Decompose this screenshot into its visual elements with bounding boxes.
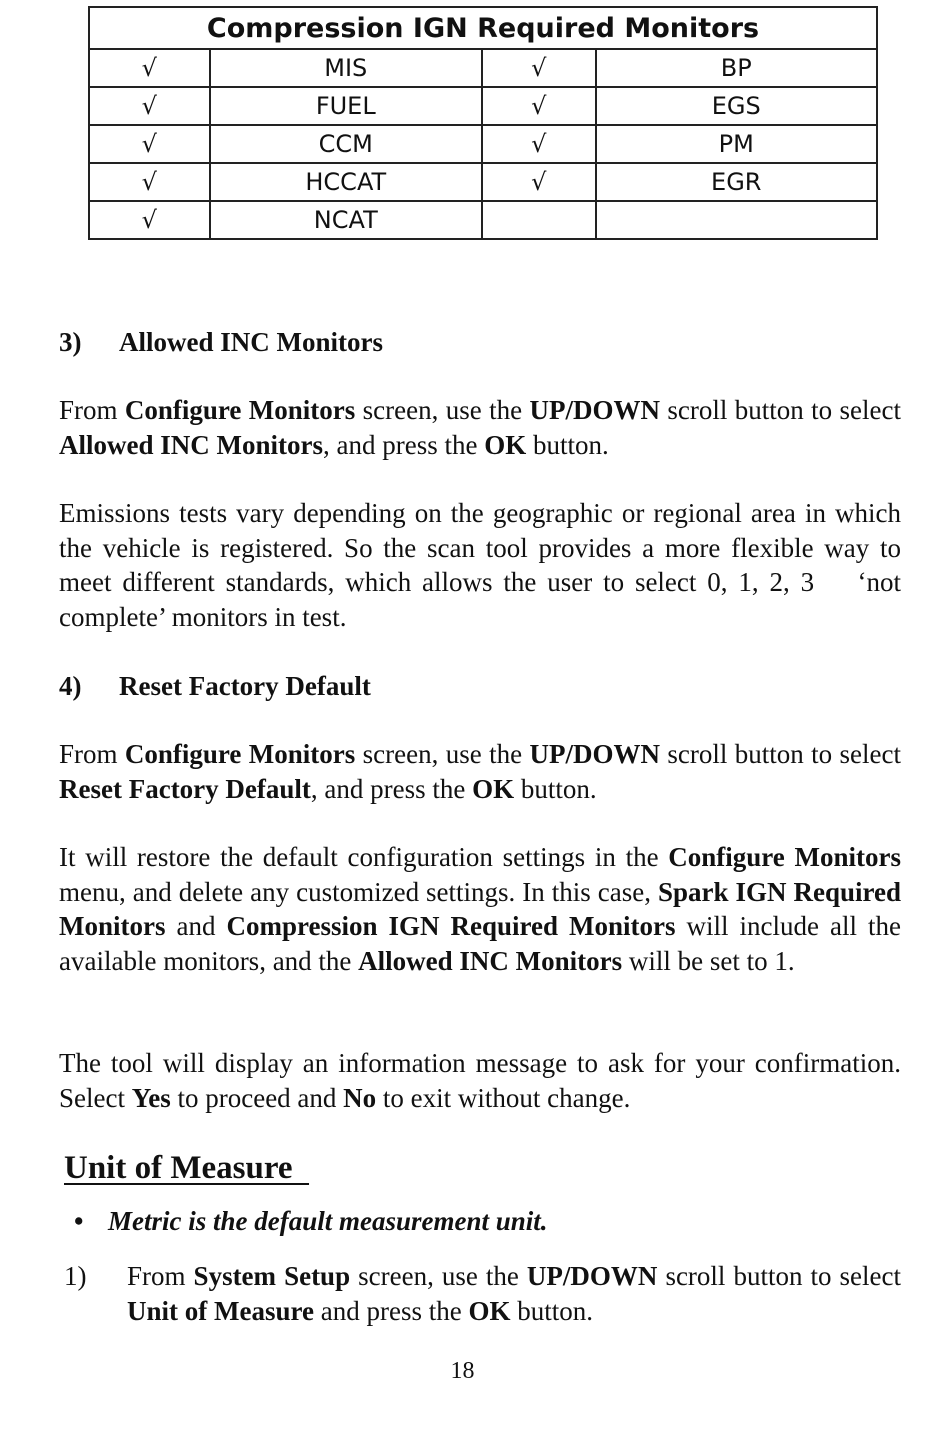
bold-text: System Setup: [193, 1261, 351, 1291]
table-title-row: [89, 7, 877, 49]
table-row: [89, 163, 877, 201]
text-run: , and press the: [310, 773, 473, 804]
bullet-text: Metric is the default measurement unit.: [108, 1206, 548, 1236]
monitor-name: [596, 201, 877, 239]
monitor-name: MIS: [210, 49, 482, 87]
bold-text: OK: [484, 429, 527, 460]
text-run: and press the: [313, 1295, 469, 1326]
bold-text: Spark IGN Required Monitors: [59, 876, 901, 941]
section-4-heading: [59, 669, 901, 704]
text-run: button.: [514, 773, 597, 804]
table-title: Compression IGN Required Monitors: [89, 7, 877, 49]
unit-of-measure-title: Unit of Measure: [64, 1150, 310, 1186]
bold-text: Allowed INC Monitors: [358, 945, 623, 976]
step-item: [64, 1259, 901, 1328]
bold-text: Yes: [131, 1082, 171, 1113]
bold-text: Configure Monitors: [124, 395, 356, 425]
text-run: to proceed and: [170, 1082, 344, 1113]
monitor-name: EGR: [596, 163, 877, 201]
table-row: [89, 87, 877, 125]
table-row: [89, 201, 877, 239]
monitor-name: NCAT: [210, 201, 482, 239]
section-3-heading: [59, 325, 901, 360]
text-run: From: [127, 1261, 194, 1291]
section-3-instruction: [59, 393, 901, 462]
text-run: , and press the: [323, 429, 485, 460]
check-mark: √: [89, 125, 210, 163]
section-number: 3): [59, 327, 82, 357]
bold-text: UP/DOWN: [529, 739, 660, 769]
section-number: 4): [59, 671, 82, 701]
text-run: scroll button to select: [660, 739, 901, 769]
check-mark: √: [89, 163, 210, 201]
section-4-instruction: [59, 737, 901, 806]
check-mark: √: [482, 163, 596, 201]
text-run: screen, use the: [355, 395, 530, 425]
step-text: [127, 1259, 901, 1328]
text-run: It will restore the default configuration settings in the: [59, 842, 669, 872]
bold-text: OK: [472, 773, 515, 804]
bold-text: Allowed INC Monitors: [59, 429, 323, 460]
monitor-name: HCCAT: [210, 163, 482, 201]
bullet-item: [74, 1206, 548, 1237]
text-run: button.: [526, 429, 609, 460]
text-run: scroll button to select: [660, 395, 901, 425]
compression-ign-monitors-table: [88, 6, 878, 240]
bold-text: Unit of Measure: [127, 1295, 314, 1326]
section-3-description: Emissions tests vary depending on the geographic or regional area in which the vehicle is registered. So the scan tool provides a more flexible way to meet different standards, which allows the user to select 0, 1, 2, 3 ‘not complete’ monitors in test.: [59, 498, 901, 632]
section-4-confirmation: [59, 1046, 901, 1115]
text-run: scroll button to select: [657, 1261, 901, 1291]
bold-text: OK: [468, 1295, 511, 1326]
text-run: will be set to 1.: [622, 945, 795, 976]
check-mark: √: [89, 87, 210, 125]
check-mark: √: [482, 125, 596, 163]
bold-text: UP/DOWN: [526, 1261, 658, 1291]
monitor-name: EGS: [596, 87, 877, 125]
check-mark: √: [89, 49, 210, 87]
bold-text: No: [343, 1082, 377, 1113]
check-mark: [482, 201, 596, 239]
text-run: The tool will display an information message to ask for your confirmation. Select: [59, 1048, 901, 1113]
text-run: will include all the available monitors, and the: [59, 911, 901, 976]
bold-text: Configure Monitors: [124, 739, 356, 769]
step-number: 1): [64, 1261, 87, 1291]
monitor-name: PM: [596, 125, 877, 163]
text-run: From: [59, 395, 125, 425]
text-run: button.: [510, 1295, 593, 1326]
text-run: and: [165, 911, 227, 941]
bold-text: UP/DOWN: [529, 395, 660, 425]
section-title: Reset Factory Default: [119, 671, 371, 701]
monitor-name: CCM: [210, 125, 482, 163]
bullet-icon: •: [74, 1206, 84, 1236]
monitor-name: FUEL: [210, 87, 482, 125]
text-run: to exit without change.: [376, 1082, 631, 1113]
text-run: screen, use the: [355, 739, 530, 769]
text-run: From: [59, 739, 125, 769]
bold-text: Compression IGN Required Monitors: [226, 911, 676, 941]
page-number: 18: [450, 1358, 475, 1384]
section-4-description: [59, 840, 901, 978]
text-run: menu, and delete any customized settings. In this case,: [59, 876, 658, 907]
text-run: screen, use the: [350, 1261, 527, 1291]
bold-text: Reset Factory Default: [59, 773, 311, 804]
monitor-name: BP: [596, 49, 877, 87]
check-mark: √: [482, 49, 596, 87]
check-mark: √: [89, 201, 210, 239]
table-row: [89, 125, 877, 163]
bold-text: Configure Monitors: [668, 842, 901, 872]
section-title: Allowed INC Monitors: [119, 327, 383, 357]
check-mark: √: [482, 87, 596, 125]
table-row: [89, 49, 877, 87]
